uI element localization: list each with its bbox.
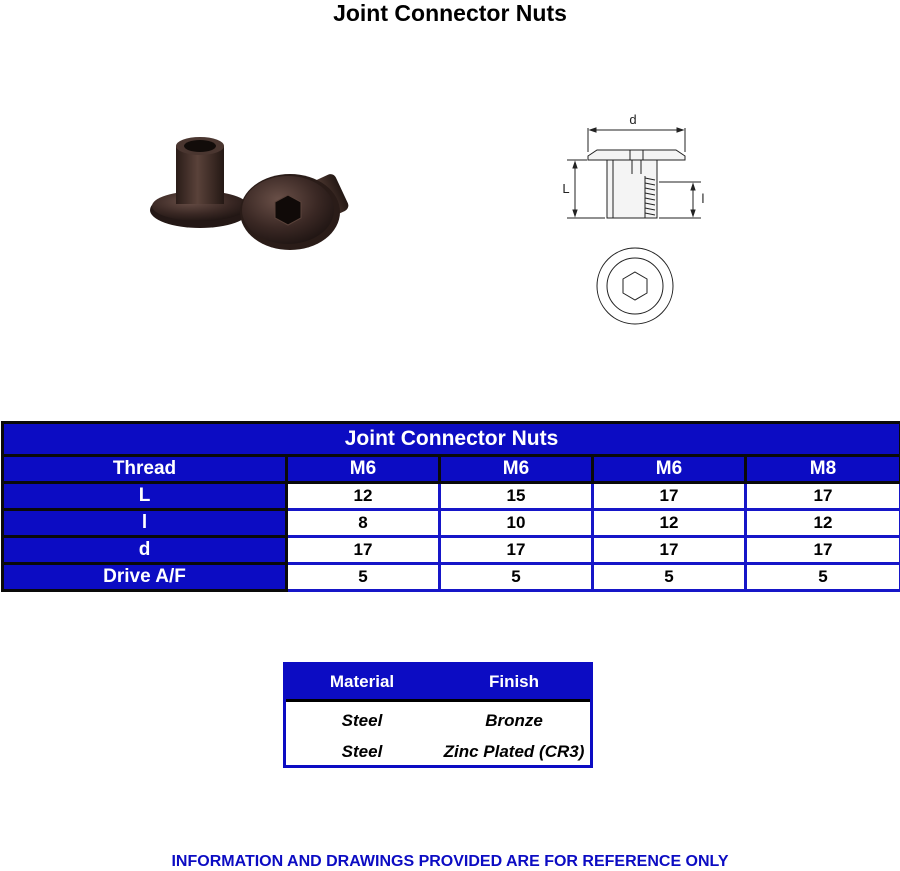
table-row <box>3 537 900 564</box>
dimension-label-l: l <box>701 191 705 206</box>
table-cell: M6 <box>593 456 746 483</box>
table-cell: 17 <box>440 537 593 564</box>
finish-cell: Bronze <box>485 710 543 730</box>
table-cell: 17 <box>593 483 746 510</box>
material-table-header <box>286 665 590 702</box>
dimension-label-d: d <box>629 112 637 127</box>
table-cell: 10 <box>440 510 593 537</box>
product-photo <box>148 130 364 256</box>
table-cell: 5 <box>746 564 900 591</box>
spec-table <box>1 421 900 592</box>
table-cell: M8 <box>746 456 900 483</box>
table-cell: 8 <box>287 510 440 537</box>
disclaimer-footer: INFORMATION AND DRAWINGS PROVIDED ARE FOR REFERENCE ONLY <box>171 853 729 870</box>
table-row <box>3 564 900 591</box>
table-cell: 12 <box>746 510 900 537</box>
table-cell: 17 <box>593 537 746 564</box>
table-cell: 12 <box>593 510 746 537</box>
table-cell: 5 <box>593 564 746 591</box>
technical-drawing <box>555 108 710 326</box>
dimension-label-L: L <box>562 181 570 196</box>
table-cell: 17 <box>746 537 900 564</box>
material-table <box>283 662 593 768</box>
row-label: l <box>3 510 287 537</box>
table-row <box>3 456 900 483</box>
page-title: Joint Connector Nuts <box>333 0 567 26</box>
material-cell: Steel <box>341 741 383 761</box>
material-cell: Steel <box>341 710 383 730</box>
table-cell: M6 <box>287 456 440 483</box>
row-label: Thread <box>3 456 287 483</box>
column-header-material: Material <box>329 672 395 691</box>
table-cell: 17 <box>746 483 900 510</box>
table-row <box>286 705 590 736</box>
finish-cell: Zinc Plated (CR3) <box>443 741 585 761</box>
table-cell: 12 <box>287 483 440 510</box>
spec-table-header: Joint Connector Nuts <box>3 423 900 456</box>
table-row <box>286 736 590 767</box>
row-label: L <box>3 483 287 510</box>
row-label: d <box>3 537 287 564</box>
table-cell: 15 <box>440 483 593 510</box>
table-cell: 17 <box>287 537 440 564</box>
table-cell: 5 <box>287 564 440 591</box>
row-label: Drive A/F <box>3 564 287 591</box>
table-row <box>3 483 900 510</box>
table-cell: M6 <box>440 456 593 483</box>
column-header-finish: Finish <box>488 672 540 691</box>
table-cell: 5 <box>440 564 593 591</box>
table-row <box>3 510 900 537</box>
